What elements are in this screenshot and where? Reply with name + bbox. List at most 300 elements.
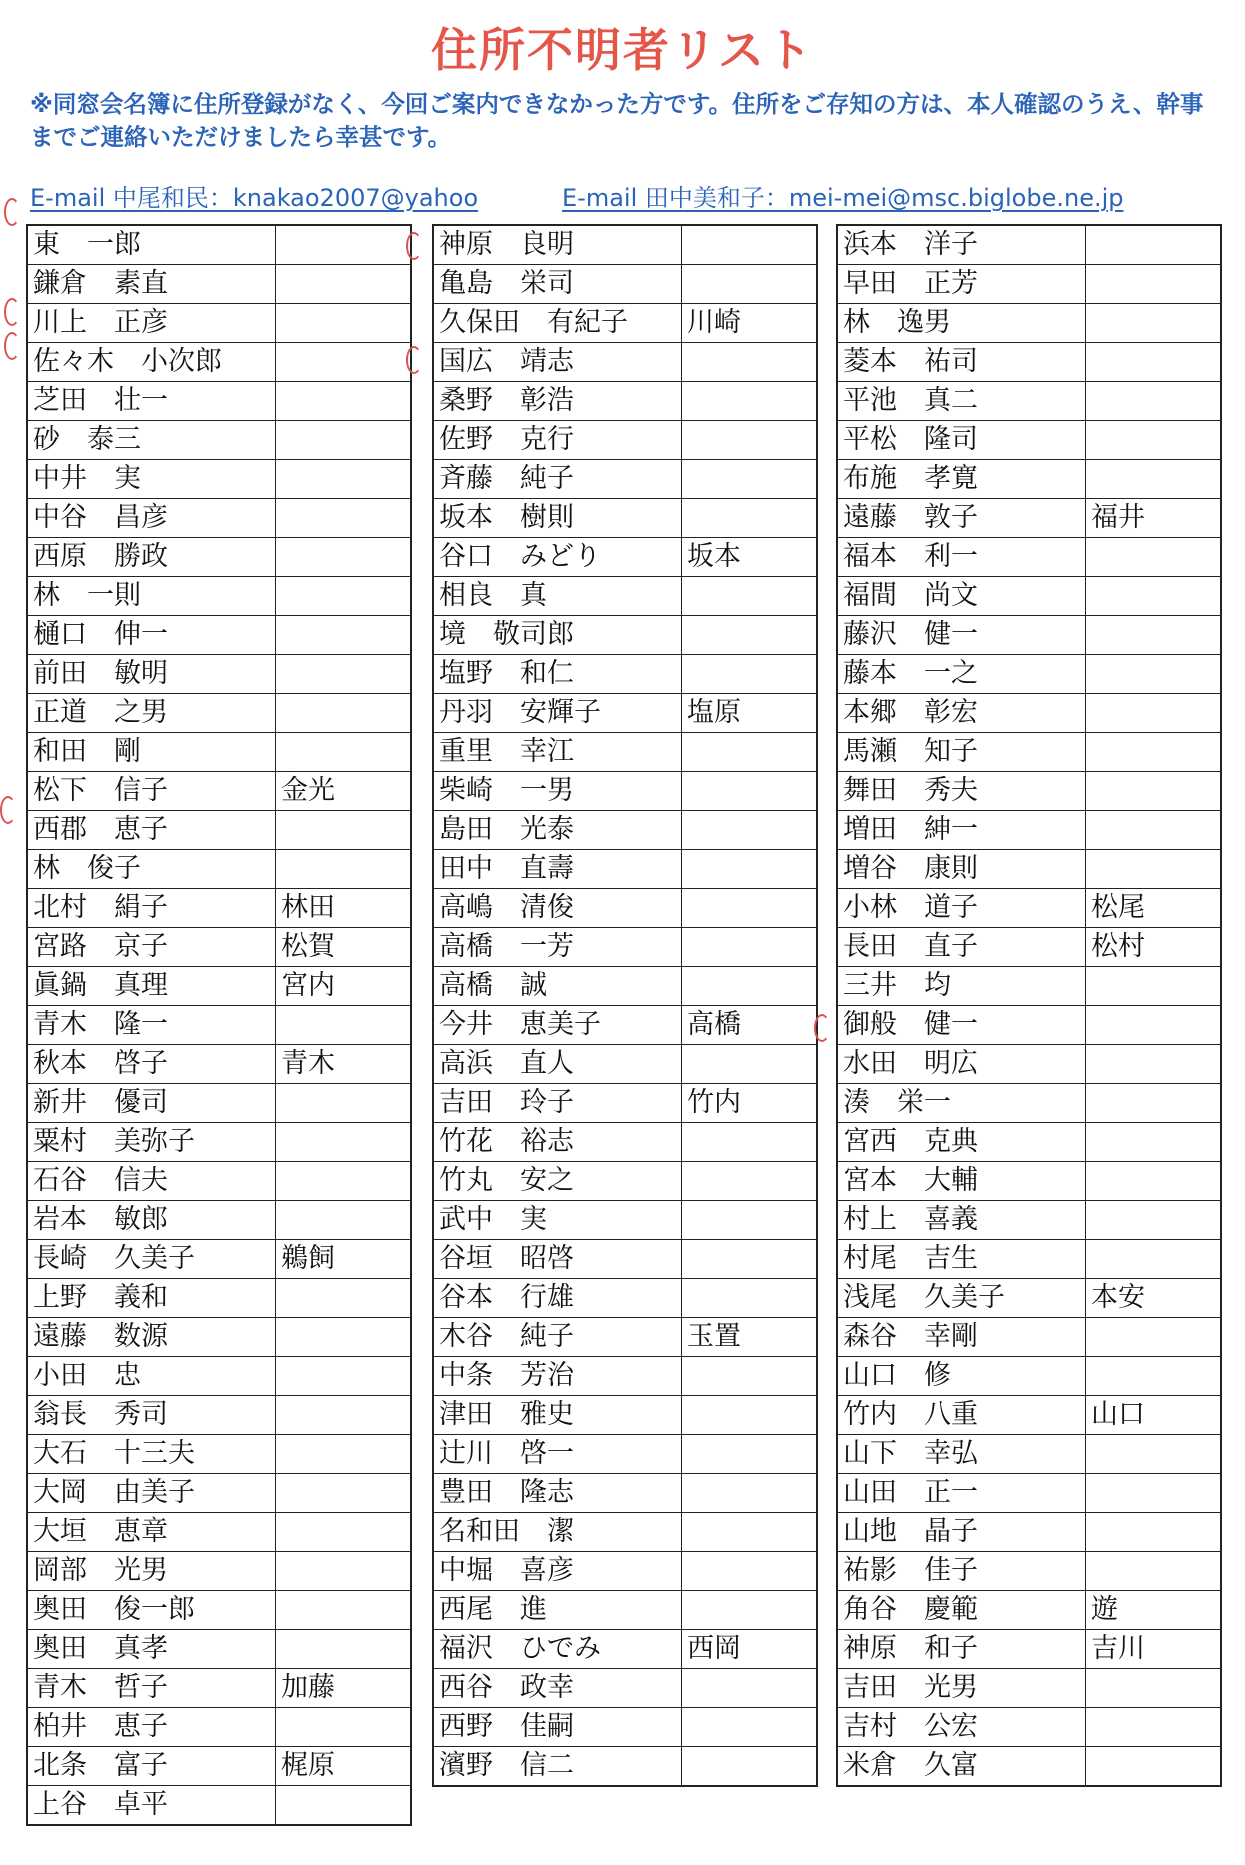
- table-row: [27, 772, 411, 811]
- table-row: [433, 1162, 817, 1201]
- former-surname: [276, 343, 412, 382]
- page-title: 住所不明者リスト: [430, 23, 815, 77]
- member-name: 北条 富子: [27, 1747, 276, 1786]
- former-surname: [276, 499, 412, 538]
- former-surname: [1086, 1084, 1222, 1123]
- table-row: [27, 1708, 411, 1747]
- member-name: 青木 哲子: [27, 1669, 276, 1708]
- member-name: 秋本 啓子: [27, 1045, 276, 1084]
- table-row: [27, 1201, 411, 1240]
- table-row: [27, 889, 411, 928]
- former-surname: [276, 538, 412, 577]
- former-surname: 松村: [1086, 928, 1222, 967]
- member-name: 前田 敏明: [27, 655, 276, 694]
- member-name: 青木 隆一: [27, 1006, 276, 1045]
- member-name: 濱野 信二: [433, 1747, 682, 1787]
- member-name: 今井 恵美子: [433, 1006, 682, 1045]
- member-name: 高嶋 清俊: [433, 889, 682, 928]
- table-row: [837, 733, 1221, 772]
- table-row: [433, 811, 817, 850]
- former-surname: [682, 1201, 818, 1240]
- former-surname: 福井: [1086, 499, 1222, 538]
- member-name: 宮西 克典: [837, 1123, 1086, 1162]
- table-row: [433, 1318, 817, 1357]
- member-name: 林 一則: [27, 577, 276, 616]
- table-row: [27, 616, 411, 655]
- table-row: [433, 343, 817, 382]
- member-name: 亀島 栄司: [433, 265, 682, 304]
- table-row: [837, 1435, 1221, 1474]
- handwritten-check-mark: [4, 332, 20, 360]
- table-row: [433, 1357, 817, 1396]
- table-row: [27, 1084, 411, 1123]
- former-surname: [276, 1318, 412, 1357]
- table-row: [433, 499, 817, 538]
- table-row: [433, 1591, 817, 1630]
- member-name: 山地 晶子: [837, 1513, 1086, 1552]
- member-name: 大岡 由美子: [27, 1474, 276, 1513]
- roster-column-1: [26, 224, 412, 1826]
- former-surname: [1086, 1435, 1222, 1474]
- former-surname: [276, 1084, 412, 1123]
- member-name: 福沢 ひでみ: [433, 1630, 682, 1669]
- former-surname: 竹内: [682, 1084, 818, 1123]
- table-row: [837, 967, 1221, 1006]
- roster-column-2: [432, 224, 818, 1787]
- member-name: 山田 正一: [837, 1474, 1086, 1513]
- table-row: [433, 1123, 817, 1162]
- former-surname: [1086, 577, 1222, 616]
- former-surname: [682, 1123, 818, 1162]
- table-row: [27, 460, 411, 499]
- former-surname: [1086, 265, 1222, 304]
- member-name: 宮本 大輔: [837, 1162, 1086, 1201]
- member-name: 三井 均: [837, 967, 1086, 1006]
- table-row: [837, 460, 1221, 499]
- table-row: [837, 577, 1221, 616]
- former-surname: [682, 1279, 818, 1318]
- former-surname: [682, 382, 818, 421]
- former-surname: [1086, 1045, 1222, 1084]
- table-row: [27, 577, 411, 616]
- member-name: 藤沢 健一: [837, 616, 1086, 655]
- table-row: [27, 1474, 411, 1513]
- table-row: [837, 343, 1221, 382]
- former-surname: [1086, 1552, 1222, 1591]
- member-name: 浜本 洋子: [837, 225, 1086, 265]
- member-name: 平池 真二: [837, 382, 1086, 421]
- former-surname: 川崎: [682, 304, 818, 343]
- table-row: [433, 616, 817, 655]
- member-name: 遠藤 数源: [27, 1318, 276, 1357]
- former-surname: [276, 1630, 412, 1669]
- member-name: 中堀 喜彦: [433, 1552, 682, 1591]
- member-name: 高橋 一芳: [433, 928, 682, 967]
- table-row: [433, 850, 817, 889]
- table-row: [27, 850, 411, 889]
- former-surname: 松尾: [1086, 889, 1222, 928]
- table-row: [27, 1357, 411, 1396]
- member-name: 竹内 八重: [837, 1396, 1086, 1435]
- former-surname: [1086, 538, 1222, 577]
- table-row: [837, 304, 1221, 343]
- former-surname: [1086, 1201, 1222, 1240]
- member-name: 藤本 一之: [837, 655, 1086, 694]
- member-name: 吉村 公宏: [837, 1708, 1086, 1747]
- table-row: [27, 928, 411, 967]
- former-surname: [276, 1552, 412, 1591]
- former-surname: [276, 1786, 412, 1826]
- member-name: 北村 絹子: [27, 889, 276, 928]
- member-name: 吉田 玲子: [433, 1084, 682, 1123]
- former-surname: [276, 1279, 412, 1318]
- member-name: 角谷 慶範: [837, 1591, 1086, 1630]
- former-surname: [276, 694, 412, 733]
- table-row: [27, 1591, 411, 1630]
- former-surname: [276, 225, 412, 265]
- member-name: 谷垣 昭啓: [433, 1240, 682, 1279]
- member-name: 山下 幸弘: [837, 1435, 1086, 1474]
- table-row: [837, 1357, 1221, 1396]
- table-row: [433, 1279, 817, 1318]
- member-name: 斉藤 純子: [433, 460, 682, 499]
- table-row: [837, 1513, 1221, 1552]
- table-row: [27, 382, 411, 421]
- table-row: [27, 967, 411, 1006]
- table-row: [837, 499, 1221, 538]
- table-row: [837, 850, 1221, 889]
- member-name: 長崎 久美子: [27, 1240, 276, 1279]
- former-surname: [1086, 304, 1222, 343]
- member-name: 豊田 隆志: [433, 1474, 682, 1513]
- former-surname: 玉置: [682, 1318, 818, 1357]
- former-surname: [276, 811, 412, 850]
- member-name: 石谷 信夫: [27, 1162, 276, 1201]
- member-name: 西野 佳嗣: [433, 1708, 682, 1747]
- former-surname: [682, 1474, 818, 1513]
- table-row: [433, 1240, 817, 1279]
- member-name: 菱本 祐司: [837, 343, 1086, 382]
- former-surname: [682, 772, 818, 811]
- member-name: 名和田 潔: [433, 1513, 682, 1552]
- table-row: [837, 811, 1221, 850]
- table-row: [27, 1747, 411, 1786]
- table-row: [433, 1435, 817, 1474]
- member-name: 田中 直壽: [433, 850, 682, 889]
- former-surname: [682, 1045, 818, 1084]
- table-row: [27, 1786, 411, 1826]
- member-name: 塩野 和仁: [433, 655, 682, 694]
- former-surname: [1086, 382, 1222, 421]
- table-row: [433, 1513, 817, 1552]
- former-surname: [1086, 1669, 1222, 1708]
- member-name: 長田 直子: [837, 928, 1086, 967]
- member-name: 竹花 裕志: [433, 1123, 682, 1162]
- former-surname: [682, 1240, 818, 1279]
- member-name: 新井 優司: [27, 1084, 276, 1123]
- former-surname: 高橋: [682, 1006, 818, 1045]
- handwritten-check-mark: [814, 1014, 830, 1042]
- former-surname: 山口: [1086, 1396, 1222, 1435]
- member-name: 境 敬司郎: [433, 616, 682, 655]
- table-row: [837, 1123, 1221, 1162]
- former-surname: 加藤: [276, 1669, 412, 1708]
- table-row: [433, 460, 817, 499]
- member-name: 林 俊子: [27, 850, 276, 889]
- table-row: [433, 1396, 817, 1435]
- member-name: 中井 実: [27, 460, 276, 499]
- member-name: 木谷 純子: [433, 1318, 682, 1357]
- former-surname: [276, 460, 412, 499]
- former-surname: [682, 655, 818, 694]
- former-surname: 吉川: [1086, 1630, 1222, 1669]
- member-name: 大石 十三夫: [27, 1435, 276, 1474]
- member-name: 谷口 みどり: [433, 538, 682, 577]
- member-name: 桑野 彰浩: [433, 382, 682, 421]
- member-name: 水田 明広: [837, 1045, 1086, 1084]
- former-surname: [276, 304, 412, 343]
- member-name: 小田 忠: [27, 1357, 276, 1396]
- table-row: [27, 694, 411, 733]
- member-name: 宮路 京子: [27, 928, 276, 967]
- former-surname: [276, 421, 412, 460]
- table-row: [433, 1669, 817, 1708]
- member-name: 相良 真: [433, 577, 682, 616]
- email-contact-2[interactable]: E-mail 田中美和子：mei-mei@msc.biglobe.ne.jp: [562, 184, 1124, 212]
- member-name: 佐野 克行: [433, 421, 682, 460]
- table-row: [433, 889, 817, 928]
- member-name: 眞鍋 真理: [27, 967, 276, 1006]
- former-surname: [276, 1123, 412, 1162]
- member-name: 福本 利一: [837, 538, 1086, 577]
- member-name: 東 一郎: [27, 225, 276, 265]
- former-surname: [1086, 1006, 1222, 1045]
- former-surname: [682, 577, 818, 616]
- member-name: 和田 剛: [27, 733, 276, 772]
- member-name: 中条 芳治: [433, 1357, 682, 1396]
- former-surname: [682, 1591, 818, 1630]
- member-name: 増谷 康則: [837, 850, 1086, 889]
- member-name: 中谷 昌彦: [27, 499, 276, 538]
- member-name: 山口 修: [837, 1357, 1086, 1396]
- former-surname: 遊: [1086, 1591, 1222, 1630]
- table-row: [837, 772, 1221, 811]
- former-surname: [682, 1357, 818, 1396]
- table-row: [433, 1201, 817, 1240]
- table-row: [433, 694, 817, 733]
- handwritten-check-mark: [406, 232, 422, 260]
- former-surname: [276, 1396, 412, 1435]
- table-row: [433, 421, 817, 460]
- table-row: [837, 538, 1221, 577]
- table-row: [837, 1045, 1221, 1084]
- former-surname: [682, 1396, 818, 1435]
- former-surname: [682, 265, 818, 304]
- member-name: 高浜 直人: [433, 1045, 682, 1084]
- table-row: [433, 733, 817, 772]
- member-name: 森谷 幸剛: [837, 1318, 1086, 1357]
- table-row: [27, 499, 411, 538]
- former-surname: [1086, 225, 1222, 265]
- table-row: [837, 1669, 1221, 1708]
- table-row: [27, 1123, 411, 1162]
- former-surname: [1086, 1123, 1222, 1162]
- contact-emails: [30, 178, 1210, 214]
- member-name: 谷本 行雄: [433, 1279, 682, 1318]
- former-surname: [682, 1435, 818, 1474]
- table-row: [433, 772, 817, 811]
- member-name: 粟村 美弥子: [27, 1123, 276, 1162]
- handwritten-check-mark: [406, 346, 422, 374]
- table-row: [837, 1162, 1221, 1201]
- table-row: [433, 967, 817, 1006]
- member-name: 奥田 真孝: [27, 1630, 276, 1669]
- former-surname: [1086, 343, 1222, 382]
- member-name: 上谷 卓平: [27, 1786, 276, 1826]
- table-row: [27, 1552, 411, 1591]
- member-name: 松下 信子: [27, 772, 276, 811]
- table-row: [27, 655, 411, 694]
- former-surname: [276, 850, 412, 889]
- former-surname: [682, 850, 818, 889]
- member-name: 御般 健一: [837, 1006, 1086, 1045]
- handwritten-check-mark: [0, 796, 16, 824]
- table-row: [433, 265, 817, 304]
- former-surname: [682, 1708, 818, 1747]
- former-surname: [682, 811, 818, 850]
- member-name: 岩本 敏郎: [27, 1201, 276, 1240]
- table-row: [27, 225, 411, 265]
- former-surname: [276, 577, 412, 616]
- member-name: 西谷 政幸: [433, 1669, 682, 1708]
- table-row: [27, 1435, 411, 1474]
- former-surname: [1086, 967, 1222, 1006]
- table-row: [27, 304, 411, 343]
- member-name: 村上 喜義: [837, 1201, 1086, 1240]
- member-name: 村尾 吉生: [837, 1240, 1086, 1279]
- former-surname: [276, 1435, 412, 1474]
- former-surname: [1086, 460, 1222, 499]
- former-surname: [276, 1708, 412, 1747]
- member-name: 本郷 彰宏: [837, 694, 1086, 733]
- member-name: 遠藤 敦子: [837, 499, 1086, 538]
- former-surname: [682, 616, 818, 655]
- table-row: [433, 1006, 817, 1045]
- table-row: [837, 1708, 1221, 1747]
- table-row: [837, 1747, 1221, 1787]
- member-name: 久保田 有紀子: [433, 304, 682, 343]
- former-surname: [682, 967, 818, 1006]
- former-surname: [1086, 1747, 1222, 1787]
- table-row: [837, 616, 1221, 655]
- member-name: 西尾 進: [433, 1591, 682, 1630]
- former-surname: [1086, 733, 1222, 772]
- former-surname: [682, 343, 818, 382]
- table-row: [837, 1396, 1221, 1435]
- table-row: [433, 1630, 817, 1669]
- former-surname: [1086, 1513, 1222, 1552]
- former-surname: [276, 1357, 412, 1396]
- member-name: 丹羽 安輝子: [433, 694, 682, 733]
- member-name: 重里 幸江: [433, 733, 682, 772]
- former-surname: [1086, 1708, 1222, 1747]
- table-row: [433, 655, 817, 694]
- member-name: 奥田 俊一郎: [27, 1591, 276, 1630]
- table-row: [433, 225, 817, 265]
- member-name: 西原 勝政: [27, 538, 276, 577]
- table-row: [433, 1552, 817, 1591]
- former-surname: 坂本: [682, 538, 818, 577]
- member-name: 鎌倉 素直: [27, 265, 276, 304]
- former-surname: 鵜飼: [276, 1240, 412, 1279]
- member-name: 布施 孝寛: [837, 460, 1086, 499]
- member-name: 福間 尚文: [837, 577, 1086, 616]
- former-surname: [276, 1474, 412, 1513]
- email-contact-1[interactable]: E-mail 中尾和民：knakao2007@yahoo: [30, 184, 479, 212]
- table-row: [27, 811, 411, 850]
- table-row: [837, 382, 1221, 421]
- former-surname: 金光: [276, 772, 412, 811]
- former-surname: [682, 1162, 818, 1201]
- table-row: [433, 577, 817, 616]
- notice-text: ※同窓会名簿に住所登録がなく、今回ご案内できなかった方です。住所をご存知の方は、本人確認のうえ、幹事までご連絡いただけましたら幸甚です。: [30, 90, 1204, 151]
- table-row: [837, 1318, 1221, 1357]
- former-surname: [276, 1006, 412, 1045]
- member-name: 高橋 誠: [433, 967, 682, 1006]
- former-surname: [1086, 1474, 1222, 1513]
- member-name: 辻川 啓一: [433, 1435, 682, 1474]
- table-row: [837, 1591, 1221, 1630]
- table-row: [433, 1747, 817, 1787]
- table-row: [27, 1162, 411, 1201]
- former-surname: [682, 225, 818, 265]
- member-name: 大垣 恵章: [27, 1513, 276, 1552]
- table-row: [837, 421, 1221, 460]
- member-name: 岡部 光男: [27, 1552, 276, 1591]
- former-surname: [682, 499, 818, 538]
- former-surname: [1086, 616, 1222, 655]
- former-surname: [276, 655, 412, 694]
- table-row: [837, 1474, 1221, 1513]
- member-name: 坂本 樹則: [433, 499, 682, 538]
- table-row: [27, 1006, 411, 1045]
- former-surname: [276, 1513, 412, 1552]
- table-row: [433, 538, 817, 577]
- table-row: [433, 1708, 817, 1747]
- former-surname: [682, 421, 818, 460]
- table-row: [837, 694, 1221, 733]
- member-name: 神原 和子: [837, 1630, 1086, 1669]
- member-name: 上野 義和: [27, 1279, 276, 1318]
- member-name: 早田 正芳: [837, 265, 1086, 304]
- member-name: 柏井 恵子: [27, 1708, 276, 1747]
- table-row: [837, 655, 1221, 694]
- member-name: 川上 正彦: [27, 304, 276, 343]
- former-surname: [276, 616, 412, 655]
- former-surname: 松賀: [276, 928, 412, 967]
- member-name: 吉田 光男: [837, 1669, 1086, 1708]
- member-name: 竹丸 安之: [433, 1162, 682, 1201]
- former-surname: [276, 382, 412, 421]
- former-surname: [276, 265, 412, 304]
- table-row: [27, 538, 411, 577]
- roster-column-3: [836, 224, 1222, 1787]
- member-name: 米倉 久富: [837, 1747, 1086, 1787]
- handwritten-check-mark: [4, 198, 20, 226]
- table-row: [837, 1006, 1221, 1045]
- table-row: [837, 265, 1221, 304]
- table-row: [433, 1084, 817, 1123]
